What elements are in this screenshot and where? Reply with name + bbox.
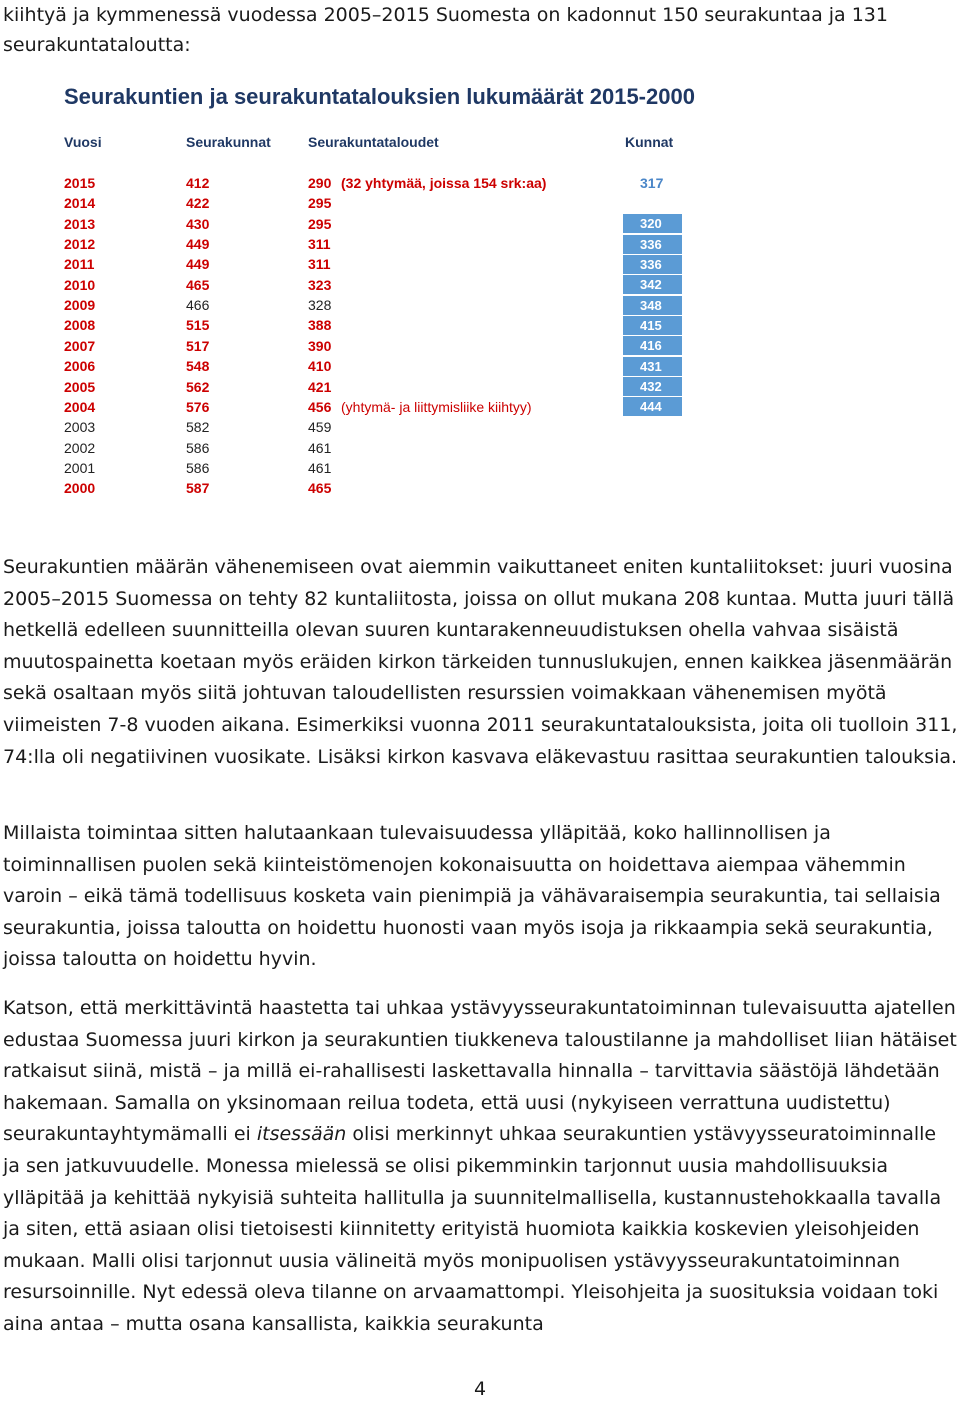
- year-cell: 2010: [64, 276, 96, 293]
- municipalities-cell: 317: [640, 175, 664, 191]
- municipalities-cell: 432: [623, 377, 682, 396]
- year-cell: 2006: [64, 358, 96, 375]
- intro-text: kiihtyä ja kymmenessä vuodessa 2005–2015 Suomesta on kadonnut 150 seurakuntaa ja 131 seurakuntataloutta:: [3, 4, 888, 56]
- parishes-cell: 586: [186, 439, 210, 456]
- parishes-cell: 576: [186, 398, 210, 415]
- economies-cell: 388: [308, 317, 332, 334]
- municipalities-cell: 415: [623, 316, 682, 335]
- parishes-cell: 412: [186, 175, 210, 191]
- header-municipalities: Kunnat: [625, 134, 674, 150]
- economies-cell: 465: [308, 480, 332, 497]
- paragraph-2: Millaista toimintaa sitten halutaankaan tulevaisuudessa ylläpitää, koko hallinnollisen ja toiminnallisen puolen sekä kiinteistömenojen kokonaisuutta on hoidettava aiempaa vähemmin varoin – eikä tämä todellisuus kosketa vain pienimpiä ja vähävaraisempia seurakuntia, tai sellaisia seurakuntia, joissa taloutta on hoidettu huonosti vaan myös isoja ja rikkaampia sekä seurakuntia, joissa taloutta on hoidettu hyvin.: [3, 822, 941, 971]
- year-cell: 2000: [64, 480, 96, 497]
- economies-cell: 311: [308, 236, 331, 253]
- year-cell: 2002: [64, 439, 96, 456]
- parishes-cell: 515: [186, 317, 210, 334]
- parishes-cell: 548: [186, 358, 210, 375]
- parishes-cell: 587: [186, 480, 210, 497]
- economies-cell: 461: [308, 439, 332, 456]
- year-cell: 2011: [64, 256, 95, 273]
- year-cell: 2012: [64, 236, 96, 253]
- economies-cell: 390: [308, 337, 332, 354]
- year-cell: 2015: [64, 175, 96, 191]
- economies-cell: 459: [308, 419, 332, 436]
- economies-cell: 295: [308, 215, 332, 232]
- header-year: Vuosi: [64, 134, 102, 150]
- economies-cell: 410: [308, 358, 332, 375]
- municipalities-cell: 431: [623, 357, 682, 376]
- parishes-cell: 586: [186, 459, 210, 476]
- note-cell: (32 yhtymää, joissa 154 srk:aa): [341, 175, 547, 191]
- year-cell: 2004: [64, 398, 96, 415]
- municipalities-cell: 336: [623, 255, 682, 274]
- year-cell: 2014: [64, 195, 96, 212]
- economies-cell: 295: [308, 195, 332, 212]
- year-cell: 2007: [64, 337, 96, 354]
- municipalities-cell: 444: [623, 397, 682, 416]
- economies-cell: 421: [308, 378, 332, 395]
- economies-cell: 290: [308, 175, 332, 191]
- economies-cell: 461: [308, 459, 332, 476]
- header-economies: Seurakuntataloudet: [308, 134, 439, 150]
- year-cell: 2008: [64, 317, 96, 334]
- economies-cell: 323: [308, 276, 332, 293]
- economies-cell: 328: [308, 297, 332, 314]
- economies-cell: 456: [308, 398, 332, 415]
- header-parishes: Seurakunnat: [186, 134, 271, 150]
- municipalities-cell: 416: [623, 336, 682, 355]
- paragraph-3-part-b: olisi merkinnyt uhkaa seurakuntien ystävyysseuratoiminnalle ja sen jatkuvuudelle. Monessa mielessä se olisi pikemminkin tarjonnut uusia mahdollisuuksia ylläpitää ja kehittää nykyisiä suhteita hallitulla ja suunnitelmallisella, kustannustehokkaalla tavalla ja siten, että asiaan olisi tietoisesti kiinnitetty erityistä huomiota kaikkia koskevien yleisohjeiden mukaan. Malli olisi tarjonnut uusia välineitä myös monipuolisen ystävyysseurakuntatoiminnan resursoinnille. Nyt edessä oleva tilanne on arvaamattompi. Yleisohjeita ja suosituksia voidaan toki aina antaa – mutta osana kansallista, kaikkia seurakunta: [3, 1123, 942, 1335]
- year-cell: 2013: [64, 215, 96, 232]
- paragraph-3-part-a: Katson, että merkittävintä haastetta tai uhkaa ystävyysseurakuntatoiminnan tulevaisuutta ajatellen edustaa Suomessa juuri kirkon ja seurakuntien tiukkeneva taloustilanne ja mahdolliset liian hätäiset ratkaisut siinä, mistä – ja millä ei-rahallisesti laskettavalla hinnalla – tarvittavia säästöjä lähdetään hakemaan. Samalla on yksinomaan reilua todeta, että uusi (nykyiseen verrattuna uudistettu) seurakuntayhtymämalli ei: [3, 997, 957, 1146]
- parishes-cell: 422: [186, 195, 210, 212]
- economies-cell: 311: [308, 256, 331, 273]
- municipalities-cell: 336: [623, 235, 682, 254]
- page-number: 4: [473, 1378, 487, 1400]
- parishes-cell: 430: [186, 215, 210, 232]
- parishes-cell: 466: [186, 297, 210, 314]
- paragraph-3-emphasis: itsessään: [256, 1123, 347, 1146]
- paragraph-3: [3, 993, 958, 1341]
- year-cell: 2003: [64, 419, 96, 436]
- parishes-cell: 582: [186, 419, 210, 436]
- year-cell: 2009: [64, 297, 96, 314]
- parishes-cell: 562: [186, 378, 210, 395]
- table-title: Seurakuntien ja seurakuntatalouksien lukumäärät 2015-2000: [64, 84, 695, 109]
- parishes-cell: 465: [186, 276, 210, 293]
- paragraph-1: Seurakuntien määrän vähenemiseen ovat aiemmin vaikuttaneet eniten kuntaliitokset: juuri vuosina 2005–2015 Suomessa on tehty 82 kuntaliitosta, joissa on ollut mukana 208 kuntaa. Mutta juuri tällä hetkellä edelleen suunnitteilla olevan suuren kuntarakenneuudistuksen ohella vahvaa sisäistä muutospainetta koetaan myös eräiden kirkon tärkeiden tunnuslukujen, ennen kaikkea jäsenmäärän sekä osaltaan myös siitä johtuvan taloudellisten resurssien voimakkaan vähenemisen myötä viimeisten 7-8 vuoden aikana. Esimerkiksi vuonna 2011 seurakuntatalouksista, joita oli tuolloin 311, 74:lla oli negatiivinen vuosikate. Lisäksi kirkon kasvava eläkevastuu rasittaa seurakuntien talouksia.: [3, 556, 958, 768]
- year-cell: 2005: [64, 378, 96, 395]
- municipalities-cell: 342: [623, 275, 682, 294]
- parishes-cell: 517: [186, 337, 210, 354]
- parishes-cell: 449: [186, 256, 210, 273]
- note-cell: (yhtymä- ja liittymisliike kiihtyy): [341, 398, 532, 415]
- parishes-cell: 449: [186, 236, 210, 253]
- municipalities-cell: 348: [623, 296, 682, 315]
- municipalities-cell: 320: [623, 214, 682, 233]
- year-cell: 2001: [64, 459, 96, 476]
